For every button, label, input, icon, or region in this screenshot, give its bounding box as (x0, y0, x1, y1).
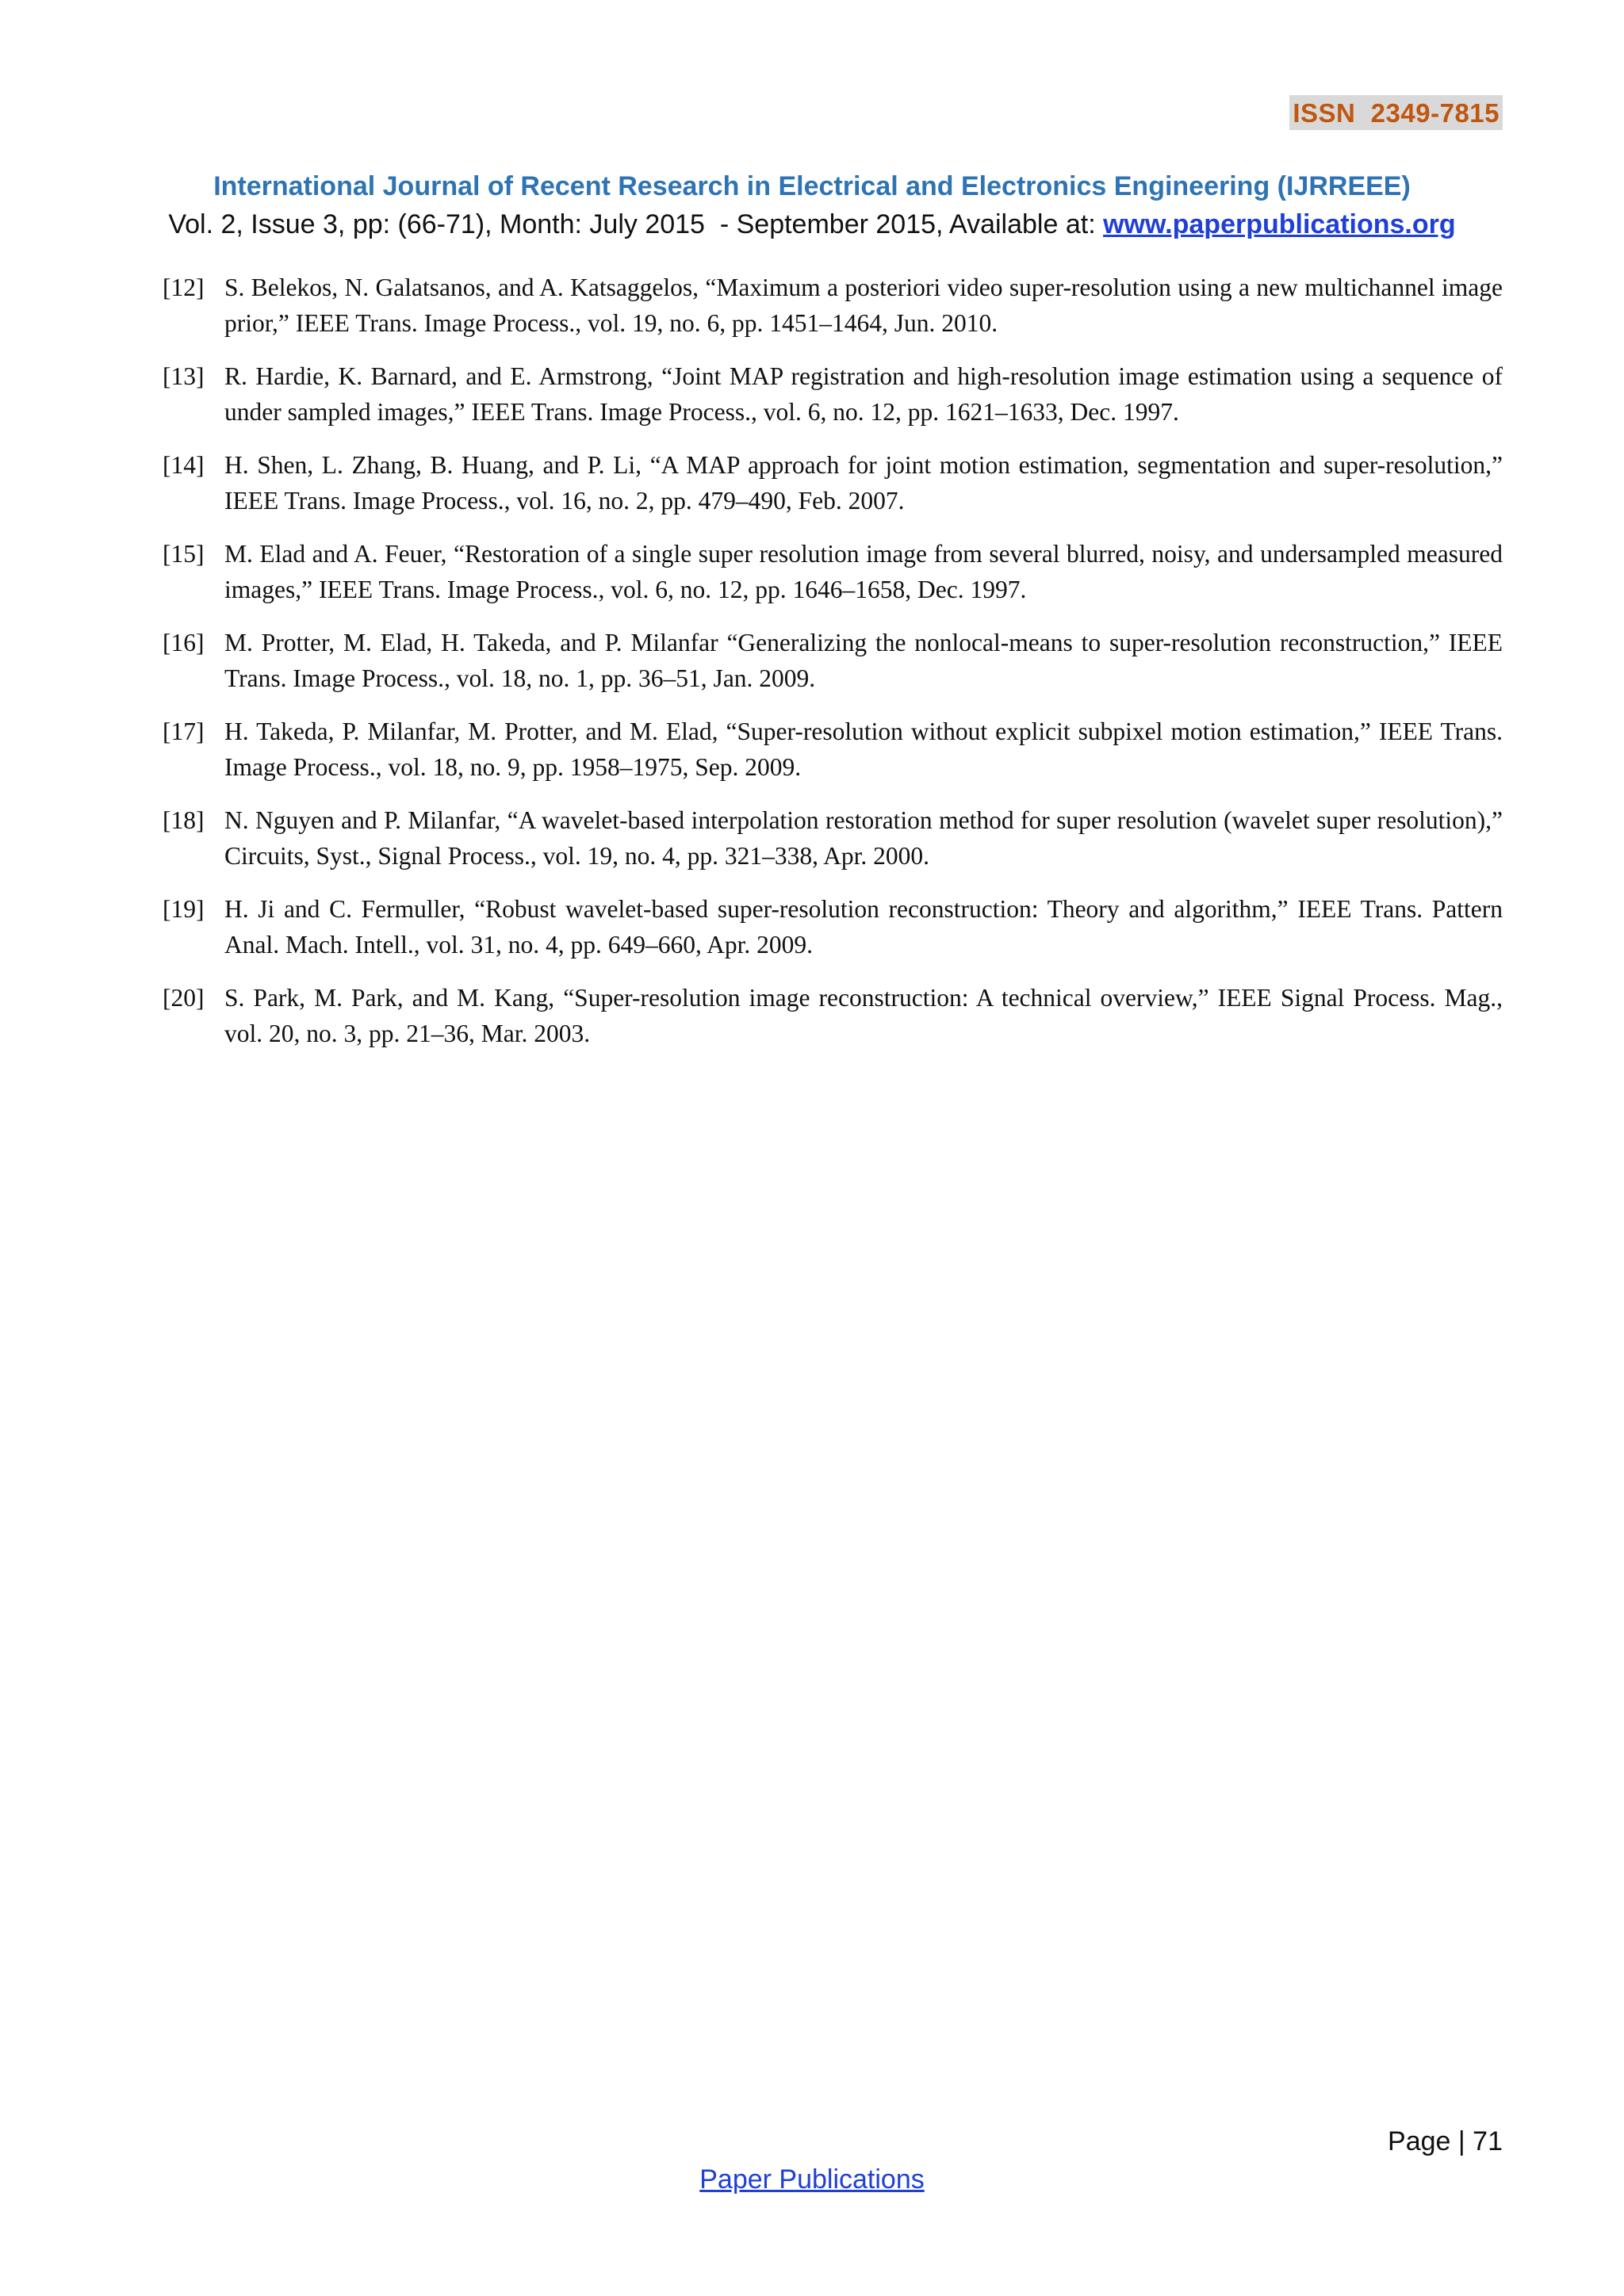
reference-text: M. Elad and A. Feuer, “Restoration of a single super resolution image from several blurred, noisy, and undersampled measured images,” IEEE Trans. Image Process., vol. 6, no. 12, pp. 1646–1658, Dec. 1997. (224, 540, 1503, 603)
reference-item (163, 536, 1503, 607)
footer (0, 2164, 1624, 2195)
reference-text: S. Park, M. Park, and M. Kang, “Super-resolution image reconstruction: A technical overview,” IEEE Signal Process. Mag., vol. 20, no. 3, pp. 21–36, Mar. 2003. (224, 984, 1503, 1047)
reference-number: [18] (163, 806, 205, 834)
reference-text: H. Shen, L. Zhang, B. Huang, and P. Li, “A MAP approach for joint motion estimation, segmentation and super-resolution,” IEEE Trans. Image Process., vol. 16, no. 2, pp. 479–490, Feb. 2007. (224, 451, 1503, 515)
reference-number: [16] (163, 629, 205, 656)
journal-info (0, 209, 1624, 240)
reference-text: M. Protter, M. Elad, H. Takeda, and P. Milanfar “Generalizing the nonlocal-means to super-resolution reconstruction,” IEEE Trans. Image Process., vol. 18, no. 1, pp. 36–51, Jan. 2009. (224, 629, 1503, 692)
reference-text: N. Nguyen and P. Milanfar, “A wavelet-based interpolation restoration method for super resolution (wavelet super resolution),” Circuits, Syst., Signal Process., vol. 19, no. 4, pp. 321–338, Apr. 2000. (224, 806, 1503, 870)
reference-item (163, 980, 1503, 1051)
journal-title: International Journal of Recent Research in Electrical and Electronics Engineering (IJRREEE) (213, 171, 1411, 201)
journal-url-link[interactable]: www.paperpublications.org (1103, 209, 1456, 239)
reference-item (163, 625, 1503, 696)
issn-label: ISSN 2349-7815 (1289, 95, 1503, 130)
reference-number: [13] (163, 362, 205, 390)
reference-number: [12] (163, 274, 205, 301)
reference-item (163, 714, 1503, 785)
reference-number: [15] (163, 540, 205, 568)
references-list (163, 270, 1503, 1069)
journal-info-text: Vol. 2, Issue 3, pp: (66-71), Month: July 2015 - September 2015, Available at: (168, 209, 1104, 239)
reference-text: R. Hardie, K. Barnard, and E. Armstrong, “Joint MAP registration and high-resolution image estimation using a sequence of under sampled images,” IEEE Trans. Image Process., vol. 6, no. 12, pp. 1621–1633, Dec. 1997. (224, 362, 1503, 426)
reference-number: [20] (163, 984, 205, 1012)
reference-item (163, 358, 1503, 430)
reference-number: [17] (163, 718, 205, 745)
reference-text: H. Takeda, P. Milanfar, M. Protter, and M. Elad, “Super-resolution without explicit subpixel motion estimation,” IEEE Trans. Image Process., vol. 18, no. 9, pp. 1958–1975, Sep. 2009. (224, 718, 1503, 781)
page-number: Page | 71 (1388, 2126, 1503, 2156)
reference-item (163, 802, 1503, 874)
reference-number: [19] (163, 895, 205, 923)
reference-item (163, 447, 1503, 519)
reference-text: H. Ji and C. Fermuller, “Robust wavelet-based super-resolution reconstruction: Theory and algorithm,” IEEE Trans. Pattern Anal. Mach. Intell., vol. 31, no. 4, pp. 649–660, Apr. 2009. (224, 895, 1503, 959)
reference-item (163, 891, 1503, 962)
reference-item (163, 270, 1503, 341)
reference-number: [14] (163, 451, 205, 479)
publisher-link[interactable]: Paper Publications (699, 2164, 925, 2195)
reference-text: S. Belekos, N. Galatsanos, and A. Katsaggelos, “Maximum a posteriori video super-resolution using a new multichannel image prior,” IEEE Trans. Image Process., vol. 19, no. 6, pp. 1451–1464, Jun. 2010. (224, 274, 1503, 337)
